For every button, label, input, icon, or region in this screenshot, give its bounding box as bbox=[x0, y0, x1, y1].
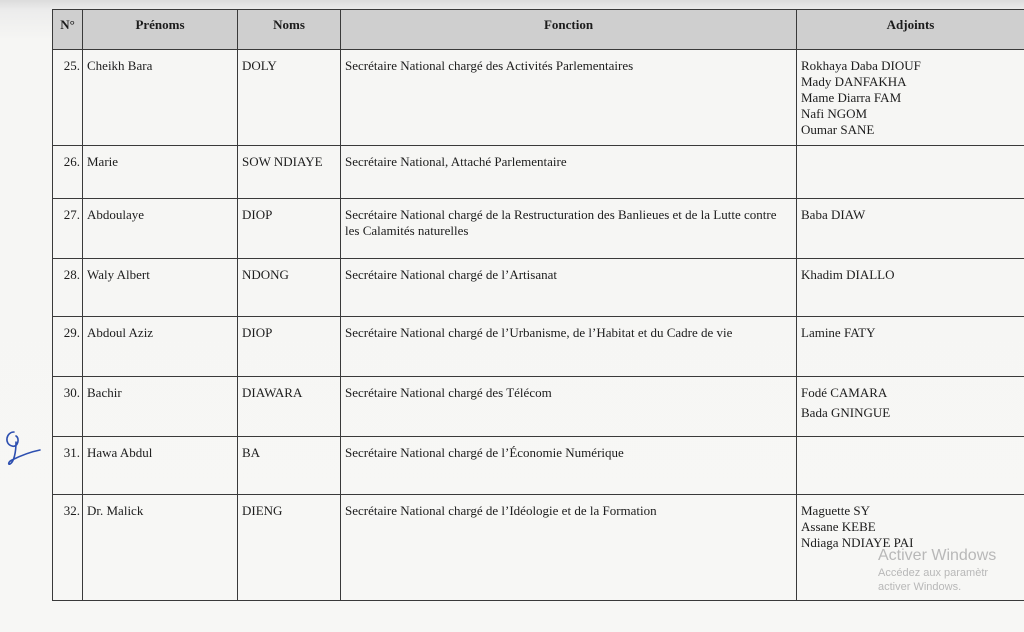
row-num: 32. bbox=[53, 495, 83, 601]
row-fonction: Secrétaire National chargé de l’Idéologie et de la Formation bbox=[341, 495, 797, 601]
header-prenoms: Prénoms bbox=[83, 10, 238, 50]
table-header-row bbox=[53, 10, 1024, 50]
members-table bbox=[52, 9, 1024, 601]
row-adjoints bbox=[797, 146, 1024, 199]
row-adjoints bbox=[797, 259, 1024, 317]
row-prenoms: Bachir bbox=[83, 377, 238, 437]
table-row bbox=[53, 199, 1024, 259]
row-num: 31. bbox=[53, 437, 83, 495]
table-row bbox=[53, 495, 1024, 601]
adjoint-name: Maguette SY bbox=[801, 503, 870, 518]
row-adjoints bbox=[797, 199, 1024, 259]
row-adjoints bbox=[797, 437, 1024, 495]
row-prenoms: Cheikh Bara bbox=[83, 50, 238, 146]
adjoint-name: Baba DIAW bbox=[801, 207, 866, 222]
adjoint-name: Khadim DIALLO bbox=[801, 267, 895, 282]
row-num: 27. bbox=[53, 199, 83, 259]
row-prenoms: Abdoulaye bbox=[83, 199, 238, 259]
row-fonction: Secrétaire National chargé de l’Urbanisme, de l’Habitat et du Cadre de vie bbox=[341, 317, 797, 377]
watermark-title: Activer Windows bbox=[878, 547, 997, 564]
row-noms: NDONG bbox=[238, 259, 341, 317]
row-prenoms: Dr. Malick bbox=[83, 495, 238, 601]
row-prenoms: Waly Albert bbox=[83, 259, 238, 317]
adjoint-name: Lamine FATY bbox=[801, 325, 876, 340]
row-noms: DIOP bbox=[238, 199, 341, 259]
row-fonction: Secrétaire National chargé de la Restructuration des Banlieues et de la Lutte contre les Calamités naturelles bbox=[341, 199, 797, 259]
table-row bbox=[53, 146, 1024, 199]
table-row bbox=[53, 377, 1024, 437]
row-num: 25. bbox=[53, 50, 83, 146]
row-fonction: Secrétaire National chargé de l’Artisanat bbox=[341, 259, 797, 317]
adjoint-name: Mame Diarra FAM bbox=[801, 90, 902, 105]
row-noms: DIENG bbox=[238, 495, 341, 601]
row-num: 26. bbox=[53, 146, 83, 199]
row-noms: SOW NDIAYE bbox=[238, 146, 341, 199]
adjoint-name: Bada GNINGUE bbox=[801, 405, 891, 420]
adjoint-name: Rokhaya Daba DIOUF bbox=[801, 58, 921, 73]
row-noms: DOLY bbox=[238, 50, 341, 146]
header-num: N° bbox=[53, 10, 83, 50]
row-prenoms: Hawa Abdul bbox=[83, 437, 238, 495]
row-noms: BA bbox=[238, 437, 341, 495]
adjoint-name: Fodé CAMARA bbox=[801, 385, 888, 400]
adjoint-name: Assane KEBE bbox=[801, 519, 876, 534]
adjoint-name: Oumar SANE bbox=[801, 122, 875, 137]
row-noms: DIOP bbox=[238, 317, 341, 377]
watermark-subtitle-2: activer Windows. bbox=[878, 581, 962, 593]
row-prenoms: Abdoul Aziz bbox=[83, 317, 238, 377]
row-num: 29. bbox=[53, 317, 83, 377]
row-fonction: Secrétaire National chargé des Activités Parlementaires bbox=[341, 50, 797, 146]
header-adjoints: Adjoints bbox=[797, 10, 1024, 50]
header-fonction: Fonction bbox=[341, 10, 797, 50]
table-row bbox=[53, 259, 1024, 317]
adjoint-name: Nafi NGOM bbox=[801, 106, 868, 121]
row-fonction: Secrétaire National, Attaché Parlementaire bbox=[341, 146, 797, 199]
row-num: 28. bbox=[53, 259, 83, 317]
row-adjoints bbox=[797, 377, 1024, 437]
row-num: 30. bbox=[53, 377, 83, 437]
row-adjoints bbox=[797, 495, 1024, 601]
row-prenoms: Marie bbox=[83, 146, 238, 199]
row-fonction: Secrétaire National chargé des Télécom bbox=[341, 377, 797, 437]
adjoint-name: Ndiaga NDIAYE PAI bbox=[801, 535, 914, 550]
row-noms: DIAWARA bbox=[238, 377, 341, 437]
adjoint-name: Mady DANFAKHA bbox=[801, 74, 907, 89]
handwritten-initial-icon bbox=[0, 418, 44, 468]
table-row bbox=[53, 317, 1024, 377]
watermark-subtitle: Accédez aux paramètr bbox=[878, 567, 989, 579]
row-adjoints bbox=[797, 50, 1024, 146]
header-noms: Noms bbox=[238, 10, 341, 50]
table-row bbox=[53, 50, 1024, 146]
row-fonction: Secrétaire National chargé de l’Économie Numérique bbox=[341, 437, 797, 495]
table-row bbox=[53, 437, 1024, 495]
row-adjoints bbox=[797, 317, 1024, 377]
